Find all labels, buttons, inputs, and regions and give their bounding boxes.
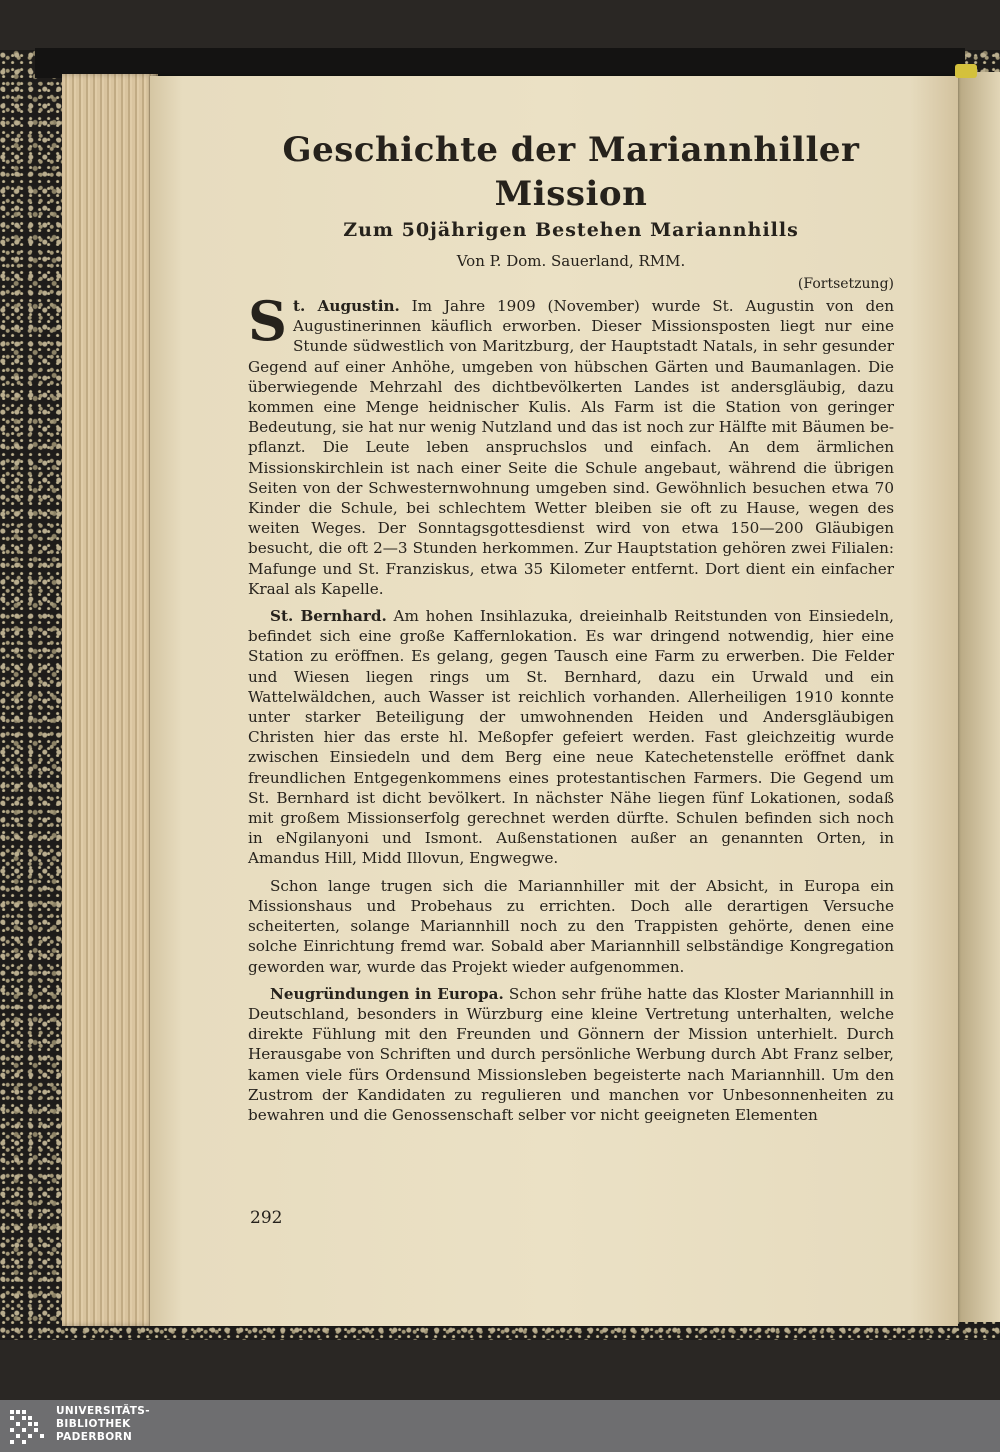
page-number: 292	[250, 1208, 283, 1228]
continuation-note: (Fortsetzung)	[797, 276, 894, 292]
page-stack-edge	[62, 74, 158, 1326]
paragraph-text: Im Jahre 1909 (November) wurde St. Augustin von den Augustinerinnen käuflich erworben. Dieser Missionsposten liegt nur eine Stunde südwestlich von Maritzburg, der Hauptstadt Natals, in sehr gesunder Gegend auf einer Anhöhe, umgeben von hübschen Gärten und Baumanlagen. Die überwiegende Mehrzahl des dichtbevölkerten Landes ist andersgläubig, dazu kommen eine Menge heidnischer Kulis. Als Farm ist die Station von geringer Bedeutung, sie hat nur wenig Nutzland und das ist noch zur Hälfte mit Bäumen bepflanzt. Die Leute leben anspruchslos und einfach. An dem ärmlichen Missionskirchlein ist nach einer Seite die Schule angebaut, während die übrigen Seiten von der Schwesternwohnung umgeben sind. Gewöhnlich besuchen etwa 70 Kinder die Schule, bei schlechtem Wetter bleiben sie oft zu Hause, wegen des weiten Weges. Der Sonntagsgottesdienst wird von etwa 150—200 Gläubigen besucht, die oft 2—3 Stunden herkommen. Zur Hauptstation gehören zwei Filialen: Mafunge und St. Franziskus, etwa 35 Kilometer entfernt. Dort dient ein einfacher Kraal als Kapelle.	[248, 297, 894, 598]
paragraph-st-augustin	[248, 289, 894, 599]
paragraph-text: Schon sehr frühe hatte das Kloster Mariannhill in Deutschland, besonders in Würzburg eine kleine Vertretung unterhalten, welche direkte Fühlung mit den Freunden und Gönnern der Mission unterhielt. Durch Herausgabe von Schriften und durch persönliche Werbung durch Abt Franz selber, kamen viele fürs Ordensund Missionsleben begeisterte nach Mariannhill. Um den Zustrom der Kandidaten zu regulieren und manchen vor Unbesonnenheiten zu bewahren und die Genossenschaft selber vor nicht geeigneten Elementen	[248, 984, 894, 1124]
library-name-line: PADERBORN	[56, 1431, 133, 1443]
library-name-line: BIBLIOTHEK	[56, 1418, 131, 1430]
facing-page-edge	[958, 72, 1000, 1322]
paragraph-missionshaus	[248, 876, 894, 977]
paragraph-text: Am hohen Insihlazuka, dreieinhalb Reitstunden von Einsiedeln, befindet sich eine große Kaffernlokation. Es war dringend notwendig, hier eine Station zu eröffnen. Es gelang, gegen Tausch eine Farm zu erwerben. Die Felder und Wiesen liegen rings um St. Bernhard, dazu ein Urwald und ein Wattelwäldchen, auch Wasser ist reichlich vorhanden. Allerheiligen 1910 konnte unter starker Beteiligung der umwohnenden Heiden und Andersgläubigen Christen hier das erste hl. Meßopfer gefeiert werden. Fast gleichzeitig wurde zwischen Einsiedeln und dem Berg eine neue Katechetenstelle eröffnet dank freundlichen Entgegenkommens eines protestantischen Farmers. Die Gegend um St. Bernhard ist dicht bevölkert. In nächster Nähe liegen fünf Lokationen, sodaß mit großem Missionserfolg gerechnet werden dürfte. Schulen befinden sich noch in eNgilanyoni und Ismont. Außenstationen außer an genannten Orten, in Amandus Hill, Midd Illovun, Engwegwe.	[248, 607, 894, 868]
article-subtitle: Zum 50jährigen Bestehen Mariannhills	[343, 219, 799, 241]
paragraph-heading: Neugründungen in Europa.	[270, 984, 504, 1003]
paragraph-text: Schon lange trugen sich die Mariannhiller mit der Absicht, in Europa ein Missionshaus und Probehaus zu errichten. Doch alle derartigen Versuche scheiterten, solange Mariannhill noch zu den Trappisten gehörte, denen eine solche Einrichtung fremd war. Sobald aber Mariannhill selbständige Kongregation geworden war, wurde das Projekt wieder aufgenommen.	[248, 876, 894, 976]
article-title: Geschichte der Mariannhiller Mission	[282, 130, 860, 214]
paragraph-neugruendungen	[248, 984, 894, 1125]
library-name-line: UNIVERSITÄTS-	[56, 1405, 151, 1417]
paragraph-heading: St. Bernhard.	[270, 607, 387, 626]
drop-cap: S	[248, 289, 287, 353]
paragraph-heading: t. Augustin.	[293, 297, 400, 315]
book-spine-edge	[35, 48, 965, 78]
library-name	[56, 1405, 150, 1444]
article-author: Von P. Dom. Sauerland, RMM.	[456, 252, 686, 270]
library-footer-bar	[0, 1400, 1000, 1452]
paragraph-st-bernhard	[248, 606, 894, 869]
bookmark-ribbon	[955, 64, 977, 78]
article	[248, 128, 894, 1132]
university-library-logo-icon	[8, 1406, 50, 1446]
